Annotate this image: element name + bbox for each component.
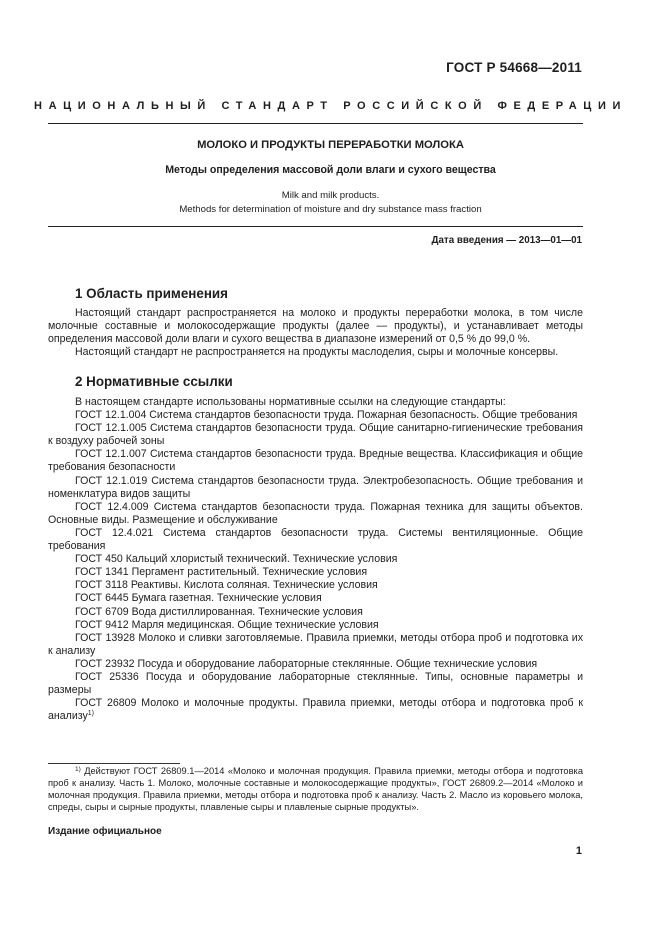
official-edition-label: Издание официальное (48, 826, 162, 837)
reference-item: ГОСТ 3118 Реактивы. Кислота соляная. Технические условия (75, 579, 378, 592)
reference-item: ГОСТ 13928 Молоко и сливки заготовляемые. Правила приемки, методы отбора проб и подготовка их к анализу (48, 631, 583, 657)
english-title-line-1: Milk and milk products. (281, 190, 380, 201)
reference-item: ГОСТ 6709 Вода дистиллированная. Технические условия (75, 605, 363, 618)
reference-item: ГОСТ 25336 Посуда и оборудование лабораторные стеклянные. Типы, основные параметры и размеры (48, 670, 583, 697)
paragraph: В настоящем стандарте использованы нормативные ссылки на следующие стандарты: (75, 396, 506, 408)
reference-item (48, 697, 583, 723)
reference-item: ГОСТ 23932 Посуда и оборудование лабораторные стеклянные. Общие технические условия (75, 657, 538, 670)
page-number: 1 (575, 845, 582, 857)
reference-item: ГОСТ 12.1.007 Система стандартов безопасности труда. Вредные вещества. Классификация и общие требования безопасности (48, 448, 583, 474)
reference-item: ГОСТ 6445 Бумага газетная. Технические условия (75, 592, 322, 605)
standard-number: ГОСТ Р 54668—2011 (446, 60, 582, 75)
english-title-line-2: Methods for determination of moisture and dry substance mass fraction (179, 204, 482, 215)
english-title (0, 189, 661, 217)
paragraph: Настоящий стандарт не распространяется на продукты маслоделия, сыры и молочные консервы. (75, 346, 559, 359)
footnote (48, 765, 583, 813)
reference-item: ГОСТ 12.1.004 Система стандартов безопасности труда. Пожарная безопасность. Общие требования (75, 409, 578, 422)
document-subtitle: Методы определения массовой доли влаги и сухого вещества (165, 164, 496, 176)
reference-item: ГОСТ 12.1.005 Система стандартов безопасности труда. Общие санитарно-гигиенические требования к воздуху рабочей зоны (48, 422, 583, 448)
reference-item: ГОСТ 12.4.021 Система стандартов безопасности труда. Системы вентиляционные. Общие требования (48, 526, 583, 553)
footnote-marker: 1) (87, 710, 95, 718)
reference-item: ГОСТ 450 Кальций хлористый технический. Технические условия (75, 553, 398, 566)
paragraph: Настоящий стандарт распространяется на молоко и продукты переработки молока, в том числе молочные составные и молокосодержащие продукты (далее — продукты), и устанавливает методы определения массовой доли влаги и сухого вещества в диапазоне измерений от 0,5 % до 99,0 %. (48, 307, 583, 346)
document-title: МОЛОКО И ПРОДУКТЫ ПЕРЕРАБОТКИ МОЛОКА (197, 139, 464, 151)
reference-text: ГОСТ 26809 Молоко и молочные продукты. Правила приемки, методы отбора и подготовка проб к анализу (48, 697, 583, 723)
introduction-date: Дата введения — 2013—01—01 (431, 235, 582, 246)
footnote-divider (48, 763, 180, 764)
reference-item: ГОСТ 1341 Пергамент растительный. Технические условия (75, 566, 368, 579)
title-divider (48, 226, 583, 227)
footnote-paragraph (48, 765, 583, 813)
footnote-mark: 1) (75, 766, 81, 773)
section-2-heading: 2 Нормативные ссылки (75, 374, 233, 389)
national-standard-banner: НАЦИОНАЛЬНЫЙ СТАНДАРТ РОССИЙСКОЙ ФЕДЕРАЦИИ (34, 100, 627, 112)
section-1-heading: 1 Область применения (75, 286, 228, 301)
reference-item: ГОСТ 12.4.009 Система стандартов безопасности труда. Пожарная техника для защиты объектов. Основные виды. Размещение и обслуживание (48, 500, 583, 526)
top-divider (48, 123, 583, 124)
footnote-text: Действуют ГОСТ 26809.1—2014 «Молоко и молочная продукция. Правила приемки, методы отбора и подготовка проб к анализу. Часть 1. Молоко, молочные составные и молокосодержащие продукты», ГОСТ 26809.2—2014 «Молоко и молочная продукция. Правила приемки, методы отбора и подготовка проб к анализу. Часть 2. Масло из коровьего молока, спреды, сыры и сырные продукты, плавленые сыры и плавленые сырные продукты». (48, 766, 583, 812)
section-2-body (48, 396, 583, 723)
reference-item: ГОСТ 12.1.019 Система стандартов безопасности труда. Электробезопасность. Общие требования и номенклатура видов защиты (48, 474, 583, 500)
section-1-body (48, 307, 583, 359)
reference-item: ГОСТ 9412 Марля медицинская. Общие технические условия (75, 618, 379, 631)
